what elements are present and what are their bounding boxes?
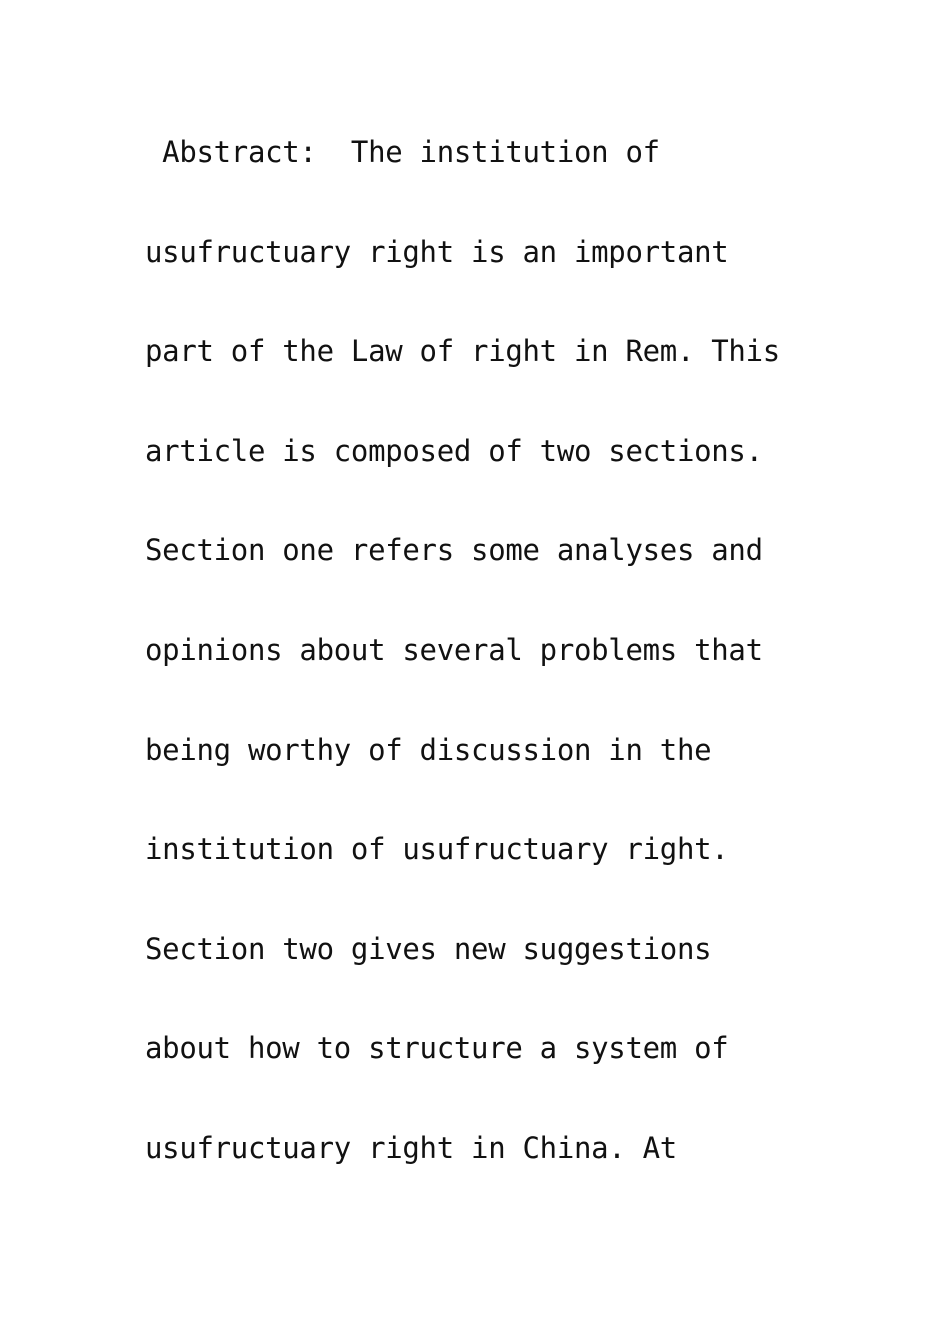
- abstract-paragraph: [145, 127, 865, 1223]
- text-line: about how to structure a system of: [145, 1031, 729, 1066]
- text-line: Section two gives new suggestions: [145, 931, 712, 966]
- text-line: being worthy of discussion in the: [145, 732, 712, 767]
- text-line: institution of usufructuary right.: [145, 832, 729, 867]
- text-line: Abstract: The institution of: [145, 135, 660, 169]
- text-line: part of the Law of right in Rem. This: [145, 334, 780, 369]
- text-line: opinions about several problems that: [145, 632, 763, 667]
- text-line: article is composed of two sections.: [145, 433, 763, 468]
- text-line: usufructuary right is an important: [145, 234, 729, 269]
- text-line: Section one refers some analyses and: [145, 533, 763, 568]
- text-line: usufructuary right in China. At: [145, 1130, 677, 1165]
